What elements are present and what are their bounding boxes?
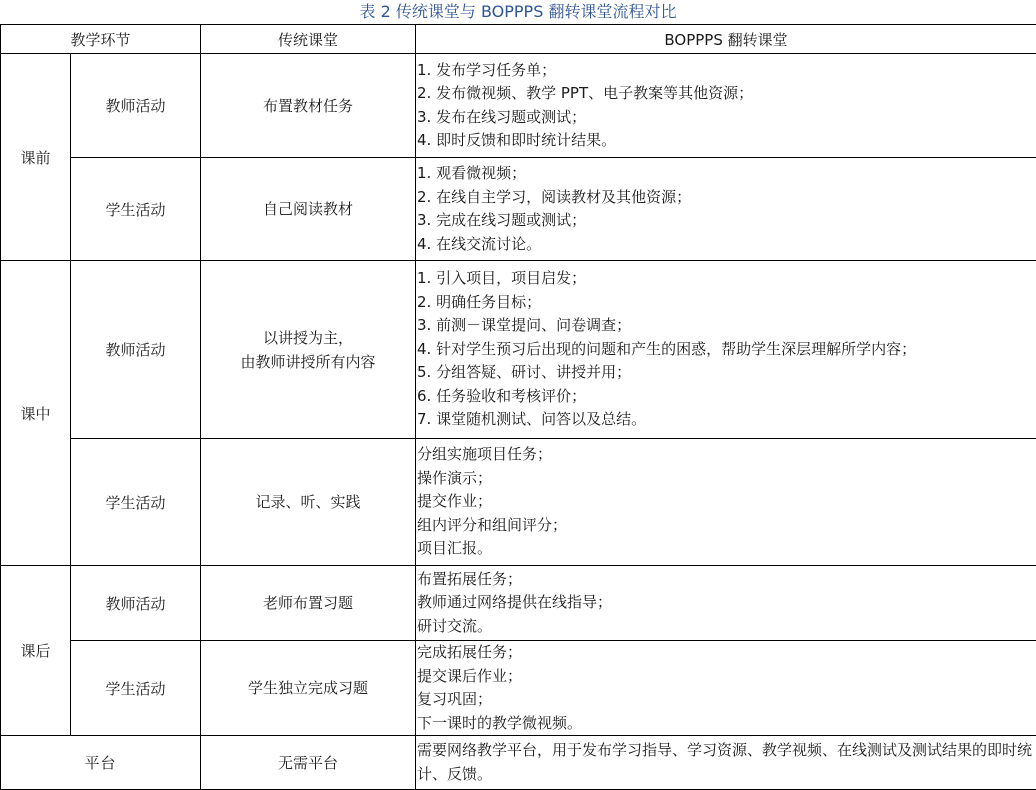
traditional-line: 布置教材任务: [263, 96, 354, 115]
traditional-cell: [201, 54, 416, 158]
flipped-line: 布置拓展任务；: [417, 569, 523, 588]
pre-class-student-row: [1, 158, 1036, 261]
flipped-cell: [416, 158, 1036, 261]
phase-pre-class: 课前: [1, 54, 71, 261]
flipped-cell: [416, 641, 1036, 736]
header-phase: 教学环节: [1, 25, 201, 54]
flipped-line: 教师通过网络提供在线指导；: [417, 593, 613, 612]
flipped-cell: [416, 566, 1036, 641]
role-student: 学生活动: [71, 158, 201, 261]
flipped-cell: [416, 54, 1036, 158]
traditional-line: 学生独立完成习题: [248, 679, 369, 697]
flipped-line: 研讨交流。: [417, 616, 493, 635]
post-class-student-row: [1, 641, 1036, 736]
flipped-line: 分组实施项目任务；: [417, 445, 553, 464]
traditional-cell: [201, 641, 416, 736]
in-class-teacher-row: [1, 261, 1036, 439]
post-class-teacher-row: [1, 566, 1036, 641]
role-teacher: 教师活动: [71, 261, 201, 439]
traditional-line: 由教师讲授所有内容: [240, 352, 376, 371]
flipped-line: 提交课后作业；: [417, 666, 523, 685]
flipped-line: 4. 在线交流讨论。: [417, 234, 542, 253]
header-traditional: 传统课堂: [201, 25, 416, 54]
phase-post-class: 课后: [1, 566, 71, 736]
flipped-line: 1. 引入项目，项目启发；: [417, 269, 587, 288]
traditional-cell: [201, 158, 416, 261]
platform-traditional: 无需平台: [201, 736, 416, 790]
flipped-cell: [416, 261, 1036, 439]
comparison-table: [0, 24, 1036, 790]
table-caption: 表 2 传统课堂与 BOPPPS 翻转课堂流程对比: [359, 2, 677, 21]
flipped-line: 下一课时的教学微视频。: [417, 713, 583, 732]
flipped-line: 3. 前测－课堂提问、问卷调查；: [417, 316, 632, 335]
header-row: [1, 25, 1036, 54]
flipped-line: 1. 发布学习任务单；: [417, 60, 557, 79]
flipped-line: 复习巩固；: [417, 690, 493, 708]
role-teacher: 教师活动: [71, 566, 201, 641]
role-student: 学生活动: [71, 641, 201, 736]
flipped-line: 3. 完成在线习题或测试；: [417, 211, 587, 229]
flipped-line: 2. 在线自主学习，阅读教材及其他资源；: [417, 187, 692, 206]
flipped-line: 4. 针对学生预习后出现的问题和产生的困惑，帮助学生深层理解所学内容；: [417, 339, 917, 358]
header-flipped: BOPPPS 翻转课堂: [416, 25, 1036, 54]
in-class-student-row: [1, 439, 1036, 566]
platform-row: [1, 736, 1036, 790]
flipped-cell: [416, 439, 1036, 566]
flipped-line: 提交作业；: [417, 492, 493, 511]
platform-label: 平台: [1, 736, 201, 790]
traditional-line: 自己阅读教材: [263, 200, 354, 218]
platform-flipped: [416, 736, 1036, 790]
flipped-line: 3. 发布在线习题或测试；: [417, 107, 587, 126]
role-student: 学生活动: [71, 439, 201, 566]
traditional-line: 以讲授为主，: [263, 328, 354, 347]
pre-class-teacher-row: [1, 54, 1036, 158]
traditional-cell: [201, 566, 416, 641]
traditional-cell: [201, 439, 416, 566]
flipped-line: 操作演示；: [417, 468, 493, 487]
traditional-line: 老师布置习题: [263, 594, 354, 612]
flipped-line: 5. 分组答疑、研讨、讲授并用；: [417, 363, 632, 382]
flipped-line: 2. 发布微视频、教学 PPT、电子教案等其他资源；: [417, 84, 754, 102]
flipped-line: 2. 明确任务目标；: [417, 292, 542, 311]
flipped-line: 项目汇报。: [417, 539, 493, 558]
traditional-cell: [201, 261, 416, 439]
flipped-line: 6. 任务验收和考核评价；: [417, 386, 587, 405]
table-body: [1, 54, 1036, 790]
flipped-line: 7. 课堂随机测试、问答以及总结。: [417, 410, 647, 429]
traditional-line: 记录、听、实践: [255, 493, 361, 511]
phase-in-class: 课中: [1, 261, 71, 566]
flipped-line: 组内评分和组间评分；: [417, 515, 568, 534]
role-teacher: 教师活动: [71, 54, 201, 158]
flipped-line: 完成拓展任务；: [417, 643, 523, 661]
platform-flipped-text: 需要网络教学平台，用于发布学习指导、学习资源、教学视频、在线测试及测试结果的即时统计、反馈。: [417, 741, 1033, 783]
flipped-line: 4. 即时反馈和即时统计结果。: [417, 131, 617, 149]
flipped-line: 1. 观看微视频；: [417, 164, 527, 182]
